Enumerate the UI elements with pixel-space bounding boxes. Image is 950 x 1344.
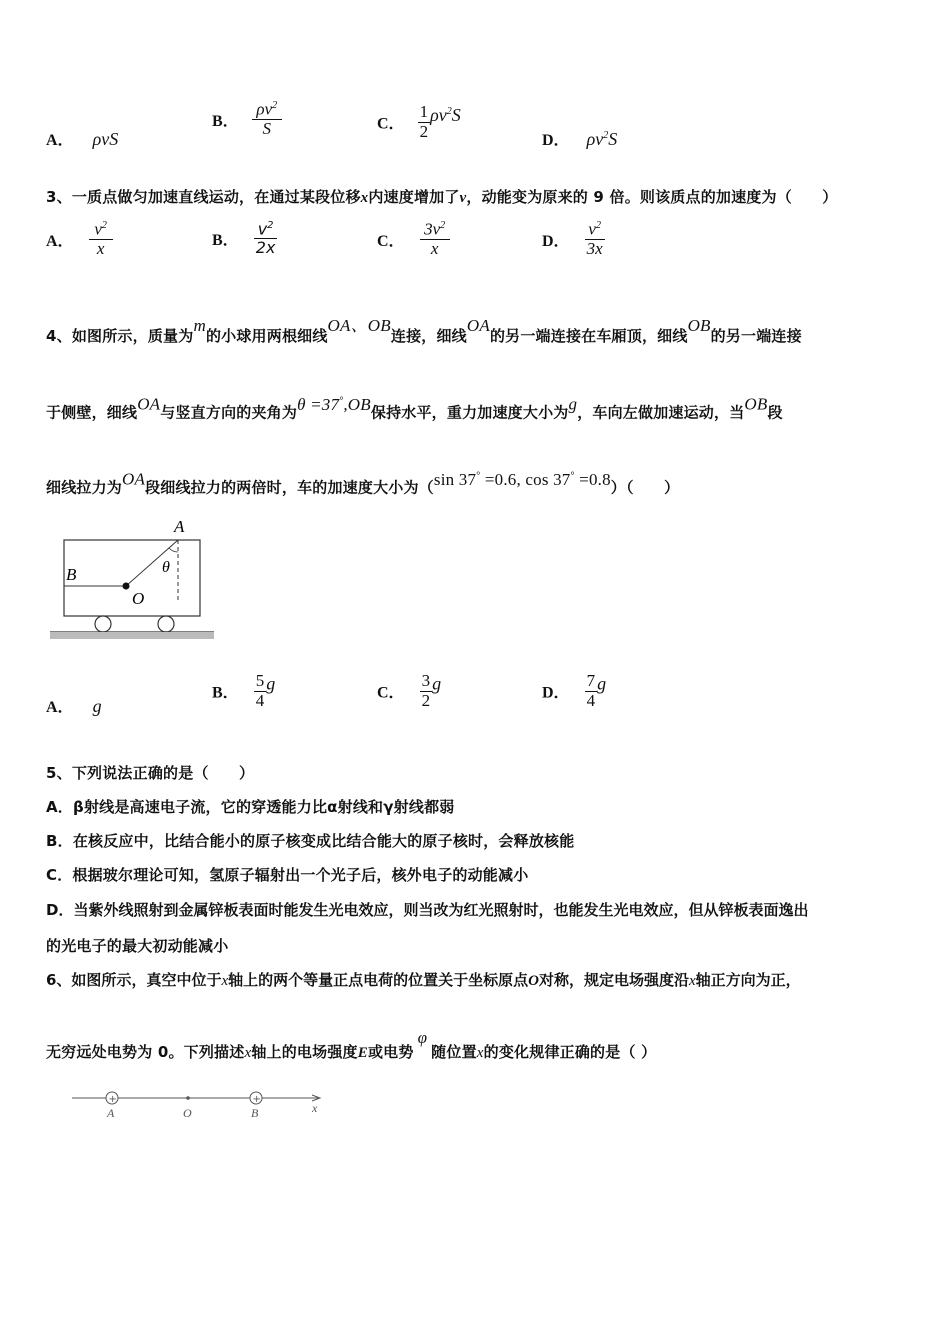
option-label: B．	[212, 231, 239, 249]
charge-b-plus: +	[252, 1094, 261, 1105]
option-label: C．	[377, 115, 405, 133]
q4-line3: 细线拉力为OA段细线拉力的两倍时，车的加速度大小为（sin 37° =0.6, cos 37° =0.8）（ ）	[46, 469, 680, 497]
fig-label-o: O	[132, 589, 145, 608]
q4-figure	[48, 514, 220, 644]
option-label: B．	[212, 113, 239, 131]
option-label: C．	[377, 684, 405, 702]
q3-stem: 3、一质点做匀加速直线运动，在通过某段位移x内速度增加了v，动能变为原来的 9 倍。则该质点的加速度为（ ）	[46, 188, 838, 206]
q2-option-c: C． $\frac{1}{2}$ $\rho v^2S$	[377, 102, 461, 141]
ground-hatch	[50, 632, 214, 639]
fig-label-o: O	[183, 1106, 192, 1120]
wheel-right	[158, 616, 174, 632]
q2-option-a	[46, 127, 118, 150]
option-fraction: $\frac{1}{2}$	[419, 102, 429, 141]
option-label: D．	[542, 233, 570, 251]
q3-option-c	[377, 220, 450, 259]
q2-option-d	[542, 127, 617, 150]
q5-option-a: A．β射线是高速电子流，它的穿透能力比α射线和γ射线都弱	[46, 798, 455, 816]
q5-option-b: B．在核反应中，比结合能小的原子核变成比结合能大的原子核时，会释放核能	[46, 832, 575, 850]
fig-label-x: x	[312, 1101, 318, 1115]
q6-figure	[68, 1084, 330, 1124]
q4-options	[46, 670, 926, 720]
q4-line2: 于侧壁，细线OA与竖直方向的夹角为θ =37°,OB保持水平，重力加速度大小为g，车向左做加速运动，当OB段	[46, 394, 783, 422]
q4-option-d: D． $\frac{7}{4}$ g	[542, 671, 607, 710]
ball	[123, 583, 130, 590]
q4-option-a	[46, 694, 102, 717]
q5-option-d-line1: D．当紫外线照射到金属锌板表面时能发生光电效应，则当改为红光照射时，也能发生光电效应，但从锌板表面逸出	[46, 901, 809, 919]
option-fraction: $\frac{v^2}{x}$	[89, 220, 113, 259]
q3-option-b	[212, 220, 277, 257]
option-fraction: $\frac{3}{2}$	[421, 671, 431, 710]
fig-label-a: A	[107, 1106, 115, 1120]
q3-option-d	[542, 220, 605, 259]
q6-line1: 6、如图所示，真空中位于x轴上的两个等量正点电荷的位置关于坐标原点O对称，规定电场强度沿x轴正方向为正，	[46, 971, 801, 989]
q6-line2: 无穷远处电势为 0。下列描述x轴上的电场强度E或电势φ随位置x的变化规律正确的是（ ）	[46, 1028, 657, 1061]
option-fraction: $\frac{5}{4}$	[255, 671, 265, 710]
wheel-left	[95, 616, 111, 632]
q5-option-d-line2: 的光电子的最大初动能减小	[46, 937, 229, 955]
option-fraction: $\frac{\rho v^2}{S}$	[252, 100, 282, 139]
q5-stem: 5、下列说法正确的是（ ）	[46, 764, 255, 782]
q4-option-c: C． $\frac{3}{2}$ g	[377, 671, 442, 710]
option-label: C．	[377, 233, 405, 251]
fig-label-theta: θ	[162, 559, 170, 576]
fig-label-b: B	[66, 565, 77, 584]
option-expr: g	[92, 696, 102, 716]
q4-option-b: B． $\frac{5}{4}$ g	[212, 671, 276, 710]
option-label: A．	[46, 699, 74, 716]
option-fraction: $\frac{v^2}{2x}$	[255, 219, 276, 257]
q3-options	[46, 220, 926, 276]
angle-arc	[169, 548, 178, 552]
origin-point	[186, 1096, 190, 1100]
q5-option-c: C．根据玻尔理论可知，氢原子辐射出一个光子后，核外电子的动能减小	[46, 866, 529, 884]
option-label: B．	[212, 684, 239, 702]
charge-a-plus: +	[108, 1094, 117, 1105]
q2-option-b	[212, 100, 282, 139]
fig-label-a: A	[174, 517, 185, 536]
option-label: A．	[46, 233, 74, 251]
option-label: A．	[46, 132, 74, 149]
option-expr: $\rho v^2S$	[586, 129, 618, 149]
option-expr: ρvS	[92, 129, 119, 149]
fig-label-b: B	[251, 1106, 259, 1120]
option-label: D．	[542, 132, 570, 149]
string-oa	[126, 540, 178, 586]
q4-line1: 4、如图所示，质量为m的小球用两根细线OA、OB连接，细线OA的另一端连接在车厢顶，细线OB的另一端连接	[46, 316, 802, 345]
option-fraction: $\frac{7}{4}$	[586, 671, 596, 710]
q2-options	[46, 100, 926, 160]
q3-option-a	[46, 220, 113, 259]
option-fraction: $\frac{3v^2}{x}$	[420, 220, 450, 259]
option-label: D．	[542, 684, 570, 702]
option-fraction: $\frac{v^2}{3x}$	[586, 219, 603, 259]
